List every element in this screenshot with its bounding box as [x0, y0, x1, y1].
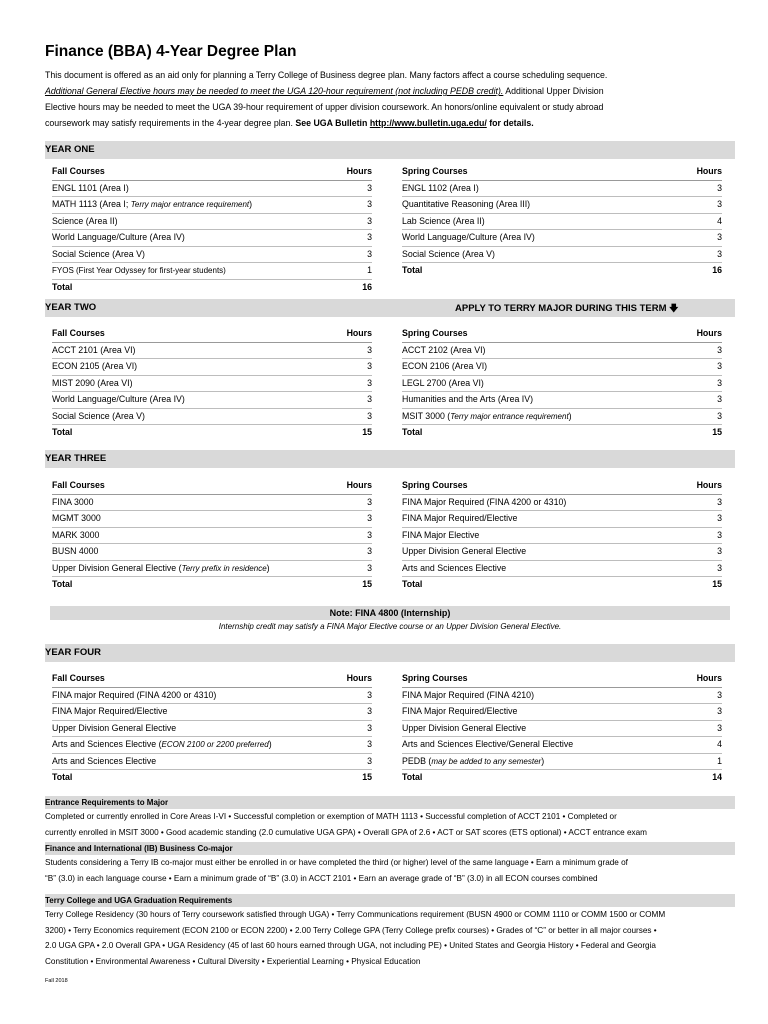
table-header-row — [402, 164, 722, 181]
course-name: MGMT 3000 — [52, 513, 101, 523]
column-header-hours: Hours — [346, 166, 372, 176]
course-row — [52, 544, 372, 561]
course-hours: 3 — [367, 199, 372, 209]
year-one-fall-table — [52, 164, 372, 295]
course-hours: 3 — [717, 706, 722, 716]
course-hours: 3 — [717, 377, 722, 388]
column-header-hours: Hours — [346, 328, 372, 338]
table-header-row — [402, 478, 722, 495]
entrance-requirements-text — [45, 809, 740, 840]
course-row — [52, 495, 372, 512]
intro-line: Elective hours may be needed to meet the UGA 39-hour requirement of upper division coursework. An honors/online equivalent or study abroad — [45, 102, 604, 112]
course-name: ACCT 2102 (Area VI) — [402, 344, 486, 355]
graduation-requirements-title: Terry College and UGA Graduation Requirements — [45, 894, 735, 907]
course-hours: 3 — [717, 394, 722, 404]
course-hours: 3 — [717, 689, 722, 700]
total-row — [52, 425, 372, 441]
total-label: Total — [52, 427, 73, 437]
course-hours: 3 — [367, 722, 372, 733]
course-hours: 3 — [367, 496, 372, 507]
section-line: Constitution • Environmental Awareness • Cultural Diversity • Experiential Learning • Physical Education — [45, 956, 421, 966]
course-hours: 3 — [717, 248, 722, 259]
column-header-hours: Hours — [346, 480, 372, 490]
course-row — [402, 214, 722, 231]
course-name: Social Science (Area V) — [52, 248, 145, 259]
course-hours: 3 — [367, 562, 372, 573]
section-line: 3200) • Terry Economics requirement (ECON 2100 or ECON 2200) • 2.00 Terry College GPA (Terry College prefix courses) • Grades of “C” or better in all major courses • — [45, 925, 657, 935]
year-two-fall-table — [52, 326, 372, 441]
course-row — [402, 181, 722, 198]
year-two-spring-table — [402, 326, 722, 441]
course-hours: 3 — [367, 215, 372, 226]
table-header-row — [402, 326, 722, 343]
year-three-header — [45, 450, 735, 468]
course-hours: 3 — [717, 410, 722, 421]
course-name: MSIT 3000 ( — [402, 410, 451, 421]
course-hours: 3 — [367, 182, 372, 193]
course-hours: 3 — [717, 562, 722, 573]
course-note: ECON 2100 or 2200 preferred — [161, 740, 269, 749]
course-name: Upper Division General Elective — [402, 722, 527, 733]
intro-line — [45, 83, 735, 99]
section-line: Completed or currently enrolled in Core Areas I-VI • Successful completion or exemption of MATH 1113 • Successful completion of ACCT 2101 • Completed or — [45, 812, 617, 821]
course-hours: 1 — [717, 755, 722, 766]
course-name: Upper Division General Elective — [402, 546, 527, 556]
course-row — [402, 511, 722, 528]
intro-text: Additional Upper Division — [503, 86, 604, 96]
course-name: ENGL 1101 (Area I) — [52, 182, 129, 193]
course-name: FINA Major Required/Elective — [402, 513, 518, 523]
year-label: YEAR FOUR — [45, 647, 101, 658]
course-name: Quantitative Reasoning (Area III) — [402, 199, 531, 209]
course-hours: 3 — [717, 182, 722, 193]
course-row — [402, 704, 722, 721]
course-hours: 3 — [717, 199, 722, 209]
intro-underlined-text: Additional General Elective hours may be needed to meet the UGA 120-hour requirement (not including PEDB credit). — [45, 86, 504, 96]
total-hours: 15 — [712, 579, 722, 589]
column-header-hours: Hours — [696, 328, 722, 338]
course-row — [52, 511, 372, 528]
total-label: Total — [52, 579, 73, 589]
course-row — [52, 409, 372, 426]
column-header-courses: Fall Courses — [52, 166, 105, 176]
course-name: FINA Major Required/Elective — [402, 706, 518, 716]
year-three-fall-table — [52, 478, 372, 593]
table-header-row — [402, 671, 722, 688]
course-name: World Language/Culture (Area IV) — [52, 232, 185, 242]
year-three-spring-table — [402, 478, 722, 593]
course-hours: 3 — [367, 377, 372, 388]
course-row — [52, 721, 372, 738]
total-row — [52, 770, 372, 786]
table-header-row — [52, 164, 372, 181]
course-row — [52, 181, 372, 198]
course-name: Upper Division General Elective ( — [52, 562, 182, 573]
year-one-spring-table — [402, 164, 722, 279]
total-hours: 16 — [712, 265, 722, 275]
course-hours: 3 — [367, 232, 372, 242]
total-label: Total — [52, 281, 73, 292]
section-line: Terry College Residency (30 hours of Terry coursework satisfied through UGA) • Terry Communications requirement (BUSN 4900 or COMM 1110 or COMM 1500 or COMM — [45, 910, 666, 919]
section-line: currently enrolled in MSIT 3000 • Good academic standing (2.0 cumulative UGA GPA) • Overall GPA of 2.6 • ACT or SAT scores (ETS optional) • ACCT entrance exam — [45, 827, 647, 837]
course-row — [52, 359, 372, 376]
column-header-courses: Spring Courses — [402, 328, 468, 338]
section-line: 2.0 UGA GPA • 2.0 Overall GPA • UGA Residency (45 of last 60 hours earned through UGA, not including PE) • United States and Georgia History • Federal and Georgia — [45, 941, 656, 950]
course-name: ENGL 1102 (Area I) — [402, 182, 479, 193]
course-suffix: ) — [249, 199, 253, 209]
course-hours: 3 — [717, 361, 722, 371]
total-hours: 15 — [362, 427, 372, 437]
intro-paragraph — [45, 67, 735, 131]
course-row — [52, 528, 372, 545]
course-hours: 3 — [367, 689, 372, 700]
course-name: ECON 2105 (Area VI) — [52, 361, 138, 371]
course-row — [52, 688, 372, 705]
course-row — [52, 737, 372, 754]
course-note: Terry major entrance requirement — [450, 411, 569, 421]
course-row — [402, 495, 722, 512]
course-name: PEDB ( — [402, 755, 432, 766]
course-hours: 3 — [367, 361, 372, 371]
course-name: ACCT 2101 (Area VI) — [52, 344, 136, 355]
course-name: FYOS (First Year Odyssey for first-year students) — [52, 266, 226, 275]
course-name: Social Science (Area V) — [52, 410, 145, 421]
year-label: YEAR THREE — [45, 453, 107, 464]
course-row — [52, 561, 372, 578]
course-name: Arts and Sciences Elective/General Elective — [402, 739, 574, 749]
course-note: Terry major entrance requirement — [130, 200, 250, 209]
column-header-hours: Hours — [696, 166, 722, 176]
column-header-courses: Fall Courses — [52, 328, 105, 338]
year-four-fall-table — [52, 671, 372, 786]
course-hours: 3 — [367, 248, 372, 259]
course-name: Social Science (Area V) — [402, 248, 495, 259]
year-two-header — [45, 299, 735, 317]
total-hours: 15 — [712, 427, 722, 437]
course-name: Arts and Sciences Elective — [402, 562, 507, 573]
course-hours: 4 — [717, 215, 722, 226]
course-row — [52, 704, 372, 721]
year-label: YEAR TWO — [45, 302, 97, 313]
column-header-courses: Fall Courses — [52, 673, 105, 683]
total-row — [52, 280, 372, 296]
total-row — [402, 770, 722, 786]
course-hours: 3 — [717, 232, 722, 242]
course-note: Terry prefix in residence — [181, 563, 267, 573]
column-header-hours: Hours — [346, 673, 372, 683]
course-row — [402, 230, 722, 247]
course-suffix: ) — [541, 755, 545, 766]
total-label: Total — [402, 427, 423, 437]
course-row — [402, 409, 722, 426]
year-label: YEAR ONE — [45, 144, 95, 155]
course-row — [402, 544, 722, 561]
course-hours: 3 — [367, 739, 372, 749]
course-row — [402, 359, 722, 376]
course-suffix: ) — [568, 410, 572, 421]
column-header-hours: Hours — [696, 480, 722, 490]
course-hours: 3 — [367, 755, 372, 766]
course-row — [52, 214, 372, 231]
arrow-down-icon: 🡇 — [669, 303, 679, 313]
course-row — [402, 343, 722, 360]
table-header-row — [52, 671, 372, 688]
page-title: Finance (BBA) 4-Year Degree Plan — [45, 43, 297, 60]
course-row — [52, 343, 372, 360]
table-header-row — [52, 326, 372, 343]
total-hours: 15 — [362, 772, 372, 782]
course-name: BUSN 4000 — [52, 546, 99, 556]
year-four-spring-table — [402, 671, 722, 786]
course-row — [52, 247, 372, 264]
course-row — [402, 528, 722, 545]
total-row — [402, 425, 722, 441]
course-row — [52, 230, 372, 247]
course-row — [52, 754, 372, 771]
course-hours: 4 — [717, 739, 722, 749]
course-row — [52, 197, 372, 214]
course-name: ECON 2106 (Area VI) — [402, 361, 488, 371]
course-hours: 3 — [717, 344, 722, 355]
course-hours: 3 — [717, 546, 722, 556]
course-row — [402, 561, 722, 578]
column-header-hours: Hours — [696, 673, 722, 683]
course-name: FINA Major Required (FINA 4210) — [402, 689, 535, 700]
course-name: MATH 1113 (Area I; — [52, 199, 131, 209]
graduation-requirements-text — [45, 907, 740, 969]
course-note: may be added to any semester — [431, 756, 542, 766]
course-hours: 3 — [717, 722, 722, 733]
intro-text: coursework may satisfy requirements in the 4-year degree plan. — [45, 118, 296, 128]
course-row — [402, 688, 722, 705]
course-suffix: ) — [268, 739, 272, 749]
apply-terry-major-label — [455, 299, 678, 318]
course-row — [402, 247, 722, 264]
course-row — [402, 376, 722, 393]
total-hours: 16 — [362, 281, 372, 292]
course-name: FINA Major Required/Elective — [52, 706, 168, 716]
total-row — [52, 577, 372, 593]
section-line: “B” (3.0) in each language course • Earn a minimum grade of “B” (3.0) in ACCT 2101 • Earn an average grade of “B” (3.0) in all ECON courses combined — [45, 873, 598, 883]
course-name: Science (Area II) — [52, 215, 118, 226]
ib-comajor-text — [45, 855, 740, 886]
course-name: Arts and Sciences Elective ( — [52, 739, 162, 749]
course-hours: 3 — [367, 513, 372, 523]
course-hours: 3 — [717, 513, 722, 523]
intro-line — [45, 115, 735, 131]
course-name: FINA Major Elective — [402, 529, 480, 540]
total-label: Total — [52, 772, 73, 782]
intro-line: This document is offered as an aid only for planning a Terry College of Business degree plan. Many factors affect a course scheduling sequence. — [45, 70, 608, 80]
year-one-header — [45, 141, 735, 159]
course-name: Humanities and the Arts (Area IV) — [402, 394, 534, 404]
apply-text: APPLY TO TERRY MAJOR DURING THIS TERM — [455, 303, 667, 314]
course-row — [402, 721, 722, 738]
bulletin-link[interactable]: http://www.bulletin.uga.edu/ — [369, 118, 487, 128]
course-name: LEGL 2700 (Area VI) — [402, 377, 484, 388]
total-row — [402, 577, 722, 593]
table-header-row — [52, 478, 372, 495]
total-label: Total — [402, 579, 423, 589]
course-name: FINA major Required (FINA 4200 or 4310) — [52, 689, 217, 700]
course-hours: 3 — [717, 496, 722, 507]
footer-date: Fall 2018 — [45, 978, 68, 984]
course-row — [52, 376, 372, 393]
course-row — [402, 754, 722, 771]
column-header-courses: Spring Courses — [402, 673, 468, 683]
entrance-requirements-title: Entrance Requirements to Major — [45, 796, 735, 809]
course-suffix: ) — [266, 562, 270, 573]
course-row — [52, 392, 372, 409]
course-hours: 3 — [367, 546, 372, 556]
column-header-courses: Spring Courses — [402, 480, 468, 490]
internship-note-title: Note: FINA 4800 (Internship) — [50, 606, 730, 620]
section-line: Students considering a Terry IB co-major must either be enrolled in or have completed the third (or higher) level of the same language • Earn a minimum grade of — [45, 858, 628, 867]
total-row — [402, 263, 722, 279]
course-hours: 3 — [367, 394, 372, 404]
total-label: Total — [402, 265, 423, 275]
internship-note-text: Internship credit may satisfy a FINA Major Elective course or an Upper Division General Elective. — [218, 622, 562, 631]
course-row — [402, 197, 722, 214]
total-label: Total — [402, 772, 423, 782]
course-name: Lab Science (Area II) — [402, 215, 485, 226]
course-hours: 3 — [717, 529, 722, 540]
course-hours: 3 — [367, 529, 372, 540]
ib-comajor-title: Finance and International (IB) Business Co-major — [45, 842, 735, 855]
column-header-courses: Fall Courses — [52, 480, 105, 490]
course-hours: 3 — [367, 706, 372, 716]
course-hours: 3 — [367, 410, 372, 421]
course-name: MARK 3000 — [52, 529, 100, 540]
column-header-courses: Spring Courses — [402, 166, 468, 176]
course-hours: 3 — [367, 344, 372, 355]
course-name: World Language/Culture (Area IV) — [52, 394, 185, 404]
course-row — [402, 392, 722, 409]
course-name: Upper Division General Elective — [52, 722, 177, 733]
course-name: MIST 2090 (Area VI) — [52, 377, 133, 388]
total-hours: 14 — [712, 772, 722, 782]
total-hours: 15 — [362, 579, 372, 589]
course-hours: 1 — [367, 265, 372, 275]
intro-bold-text: for details. — [486, 118, 534, 128]
intro-bold-text: See UGA Bulletin — [295, 118, 370, 128]
course-row — [402, 737, 722, 754]
course-name: World Language/Culture (Area IV) — [402, 232, 535, 242]
course-name: FINA 3000 — [52, 496, 94, 507]
course-name: FINA Major Required (FINA 4200 or 4310) — [402, 496, 567, 507]
course-name: Arts and Sciences Elective — [52, 755, 157, 766]
course-row — [52, 263, 372, 280]
year-four-header — [45, 644, 735, 662]
